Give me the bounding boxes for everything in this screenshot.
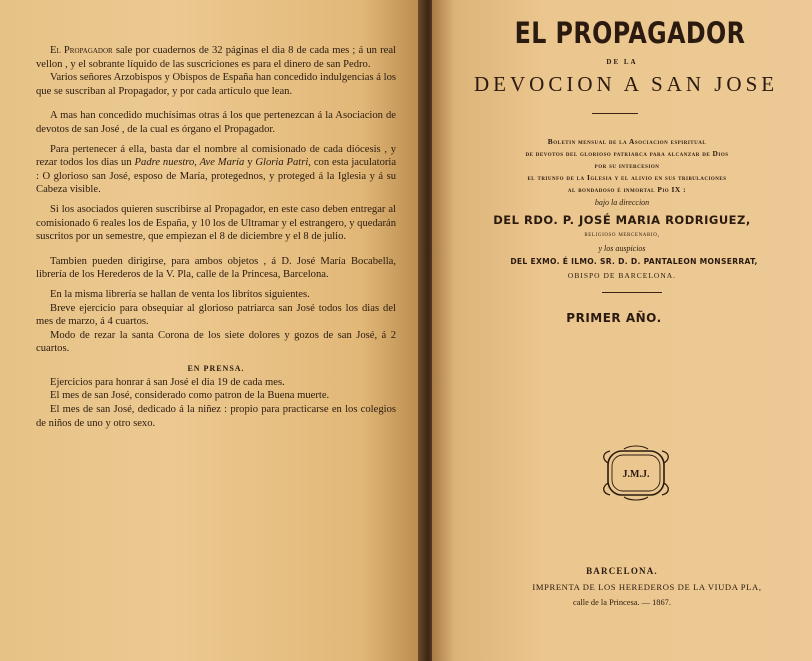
director-order: religioso mercenario, — [584, 231, 660, 238]
printer-address-year: calle de la Princesa. — 1867. — [573, 598, 671, 607]
prayer-names-2: Gloria Patri — [255, 157, 309, 169]
description-line: por su intercesion — [594, 161, 660, 170]
bulletin-description — [452, 136, 802, 196]
description-line: Boletin mensual de la Asociacion espiritual — [547, 137, 707, 146]
divider-rule — [592, 113, 638, 114]
bishop-see: OBISPO DE BARCELONA. — [567, 271, 677, 280]
title-connector: DE LA — [606, 58, 638, 66]
printer-name: IMPRENTA DE LOS HEREDEROS DE LA VIUDA PLA, — [532, 582, 762, 592]
director-name: DEL RDO. P. JOSÉ MARIA RODRIGUEZ, — [493, 213, 751, 227]
prayer-names-1: Padre nuestro, Ave María — [134, 157, 245, 169]
description-line: al bondadoso é inmortal Pio IX : — [567, 185, 687, 194]
auspices-label: y los auspicios — [598, 244, 646, 253]
membership-text-a: Para pertenecer á ella, basta dar el nombre al comisionado de cada diócesis , y rezar todos los dias un — [36, 143, 396, 169]
book-title: EL PROPAGADOR — [514, 16, 746, 50]
notice-contact: Tambien pueden dirigirse, para ambos objetos , á D. José María Bocabella, librería de los Herederos de la V. Pla, calle de la Princesa, Barcelona. — [36, 255, 396, 281]
notice-books-available: En la misma librería se hallan de venta los librítos siguientes. — [50, 288, 310, 300]
notice-association: A mas han concedido muchísimas otras á los que pertenezcan á la Asociacion de devotos de san José , de la cual es órgano el Propagador. — [36, 110, 396, 135]
in-press-heading: EN PRENSA. — [187, 363, 245, 373]
publication-city: BARCELONA. — [586, 566, 658, 576]
press-item-ninez: El mes de san José, dedicado á la niñez : propio para practicarse en los colegios de niños de uno y otro sexo. — [36, 404, 396, 429]
book-item-corona: Modo de rezar la santa Corona de los siete dolores y gozos de san José, á 2 cuartos. — [36, 329, 396, 355]
jmj-emblem — [602, 445, 670, 501]
notice-subscription — [36, 44, 396, 71]
description-line: de devotos del glorioso patriarca para alcanzar de Dios — [525, 149, 729, 158]
notice-associates-fee: Si los asociados quieren suscribirse al Propagador, en este caso deben entregar al comisionado 6 reales los de España, y 10 los de Ultramar y el estrangero, y quedarán suscritos por un semestre, que empiezan el 8 de diciembre y el 8 de julio. — [36, 203, 396, 243]
notice-subscription-text: sale por cuadernos de 32 páginas el dia 8 de cada mes ; á un real vellon , y el sobrante líquido de las suscriciones es para el dinero de san Pedro. — [36, 45, 396, 70]
emblem-monogram: J.M.J. — [622, 469, 650, 480]
membership-conj: y — [247, 157, 253, 169]
direction-label: bajo la direccion — [594, 198, 650, 207]
membership-text-b: , con esta jaculatoria : O glorioso san José, esposo de María, protegednos, y proteged á la Iglesia y á su Cabeza visible. — [36, 157, 397, 196]
book-subtitle: DEVOCION A SAN JOSE — [474, 72, 779, 96]
press-item-ejercicios: Ejercicios para honrar á san José el dia 19 de cada mes. — [50, 376, 285, 388]
edition-year: PRIMER AÑO. — [566, 311, 662, 325]
bishop-name: DEL EXMO. É ILMO. SR. D. D. PANTALEON MONSERRAT, — [510, 257, 758, 266]
title-ref: El Propagador — [50, 45, 113, 56]
press-item-buena-muerte: El mes de san José, considerado como patron de la Buena muerte. — [50, 390, 330, 402]
notice-indulgences: Varios señores Arzobispos y Obispos de España han concedido indulgencias á los que se suscriban al Propagador, y por cada artículo que lean. — [36, 72, 396, 97]
divider-rule — [602, 292, 662, 293]
ornament-frame-icon — [602, 445, 670, 501]
book-item-ejercicio: Breve ejercicio para obsequiar al glorioso patriarca san José todos los dias del mes de marzo, á 4 cuartos. — [36, 302, 396, 328]
title-page — [432, 0, 812, 661]
notice-membership — [36, 143, 396, 197]
description-line: el triunfo de la Iglesia y el alivio en sus tribulaciones — [527, 173, 727, 182]
